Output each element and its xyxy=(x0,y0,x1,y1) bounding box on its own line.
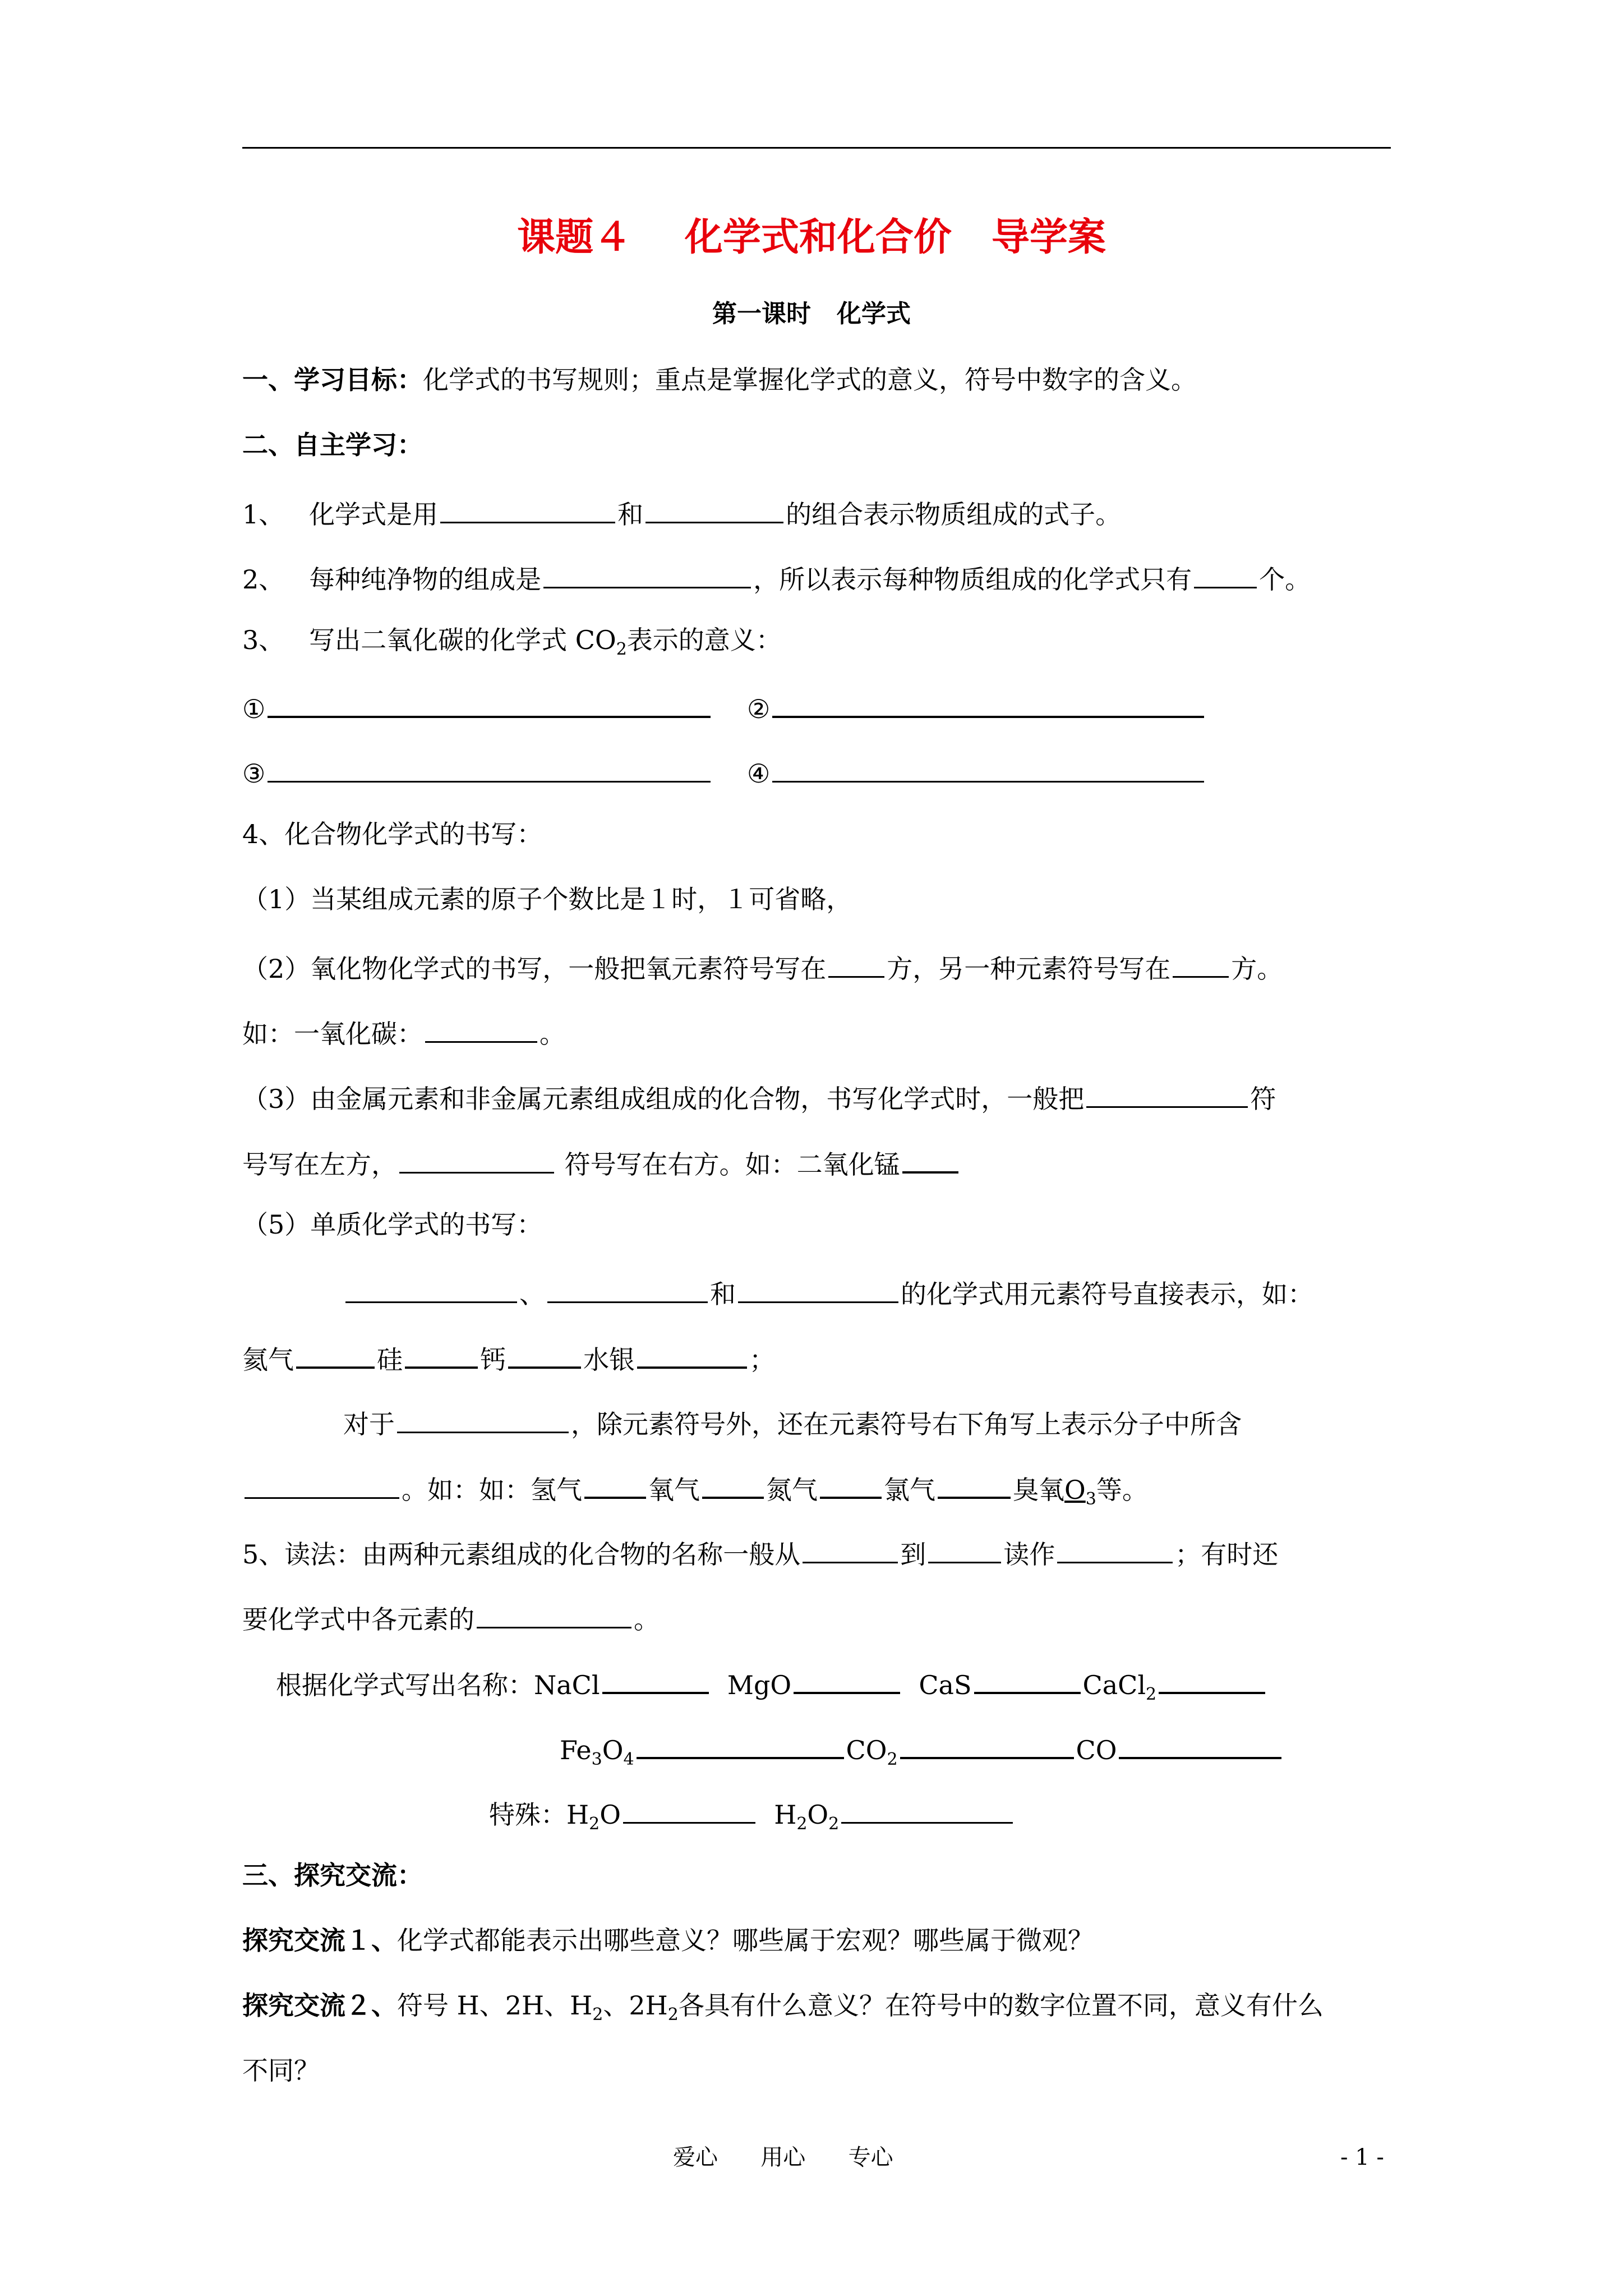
answer-blank[interactable] xyxy=(974,1667,1081,1694)
section-heading: 三、探究交流： xyxy=(242,1860,423,1890)
answer-blank[interactable] xyxy=(938,1472,1011,1499)
answer-blank[interactable] xyxy=(345,1277,517,1303)
q-text: 方。 xyxy=(1231,954,1283,984)
page-number: - 1 - xyxy=(1340,2145,1384,2170)
answer-blank[interactable] xyxy=(1194,562,1257,588)
answer-blank[interactable] xyxy=(508,1342,581,1369)
answer-blank[interactable] xyxy=(268,691,711,718)
answer-blank[interactable] xyxy=(543,562,751,588)
formula: CaS xyxy=(919,1670,972,1700)
exploration-1 xyxy=(242,1927,1094,1953)
answer-blank[interactable] xyxy=(928,1537,1001,1563)
q-text: 水银 xyxy=(583,1345,635,1375)
formula: H xyxy=(566,1800,589,1830)
answer-blank[interactable] xyxy=(477,1602,631,1628)
q-text: ，所以表示每种物质组成的化学式只有 xyxy=(753,564,1192,595)
subscript: 2 xyxy=(796,1814,808,1834)
formula: Fe xyxy=(560,1735,592,1765)
formula: O xyxy=(807,1800,829,1830)
q-text: 符 xyxy=(1250,1084,1276,1114)
question-5-continued xyxy=(242,1602,660,1635)
q-text: ，除元素符号外，还在元素符号右下角写上表示分子中所含 xyxy=(571,1409,1242,1439)
answer-blank[interactable] xyxy=(1086,1082,1248,1108)
circle-number: ④ xyxy=(747,758,771,789)
subscript: 3 xyxy=(591,1750,602,1769)
question-4-heading: 4、化合物化学式的书写： xyxy=(242,819,543,849)
rule-3-continued xyxy=(242,1147,961,1180)
question-2 xyxy=(242,562,1311,595)
question-3 xyxy=(242,625,782,659)
answer-blank[interactable] xyxy=(397,1407,569,1433)
q-text: 写出二氧化碳的化学式 CO xyxy=(309,625,616,655)
q-number: 2、 xyxy=(242,564,285,595)
formula: CO xyxy=(846,1735,887,1765)
q-text: 氯气 xyxy=(884,1475,935,1505)
q-text: 方，另一种元素符号写在 xyxy=(887,954,1171,984)
answer-blank[interactable] xyxy=(425,1016,537,1043)
q-number: 3、 xyxy=(242,625,285,655)
q-text: ；有时还 xyxy=(1175,1539,1279,1570)
formula: H xyxy=(774,1800,797,1830)
q-text: 化学式是用 xyxy=(309,499,439,530)
subscript: 2 xyxy=(616,639,627,659)
question-1 xyxy=(242,497,1122,530)
objective-text: 化学式的书写规则；重点是掌握化学式的意义，符号中数字的含义。 xyxy=(423,365,1197,395)
q-text: （2）氧化物化学式的书写，一般把氧元素符号写在 xyxy=(242,954,827,984)
q-text: 读作 xyxy=(1003,1539,1055,1570)
circle-number: ② xyxy=(747,694,771,724)
exploration-label: 探究交流２、 xyxy=(242,1990,397,2021)
q-text: 硅 xyxy=(377,1345,403,1375)
subscript: 2 xyxy=(592,2005,603,2024)
subscript: 2 xyxy=(887,1750,898,1769)
q-text: 氦气 xyxy=(242,1345,294,1375)
q-text: 各具有什么意义？在符号中的数字位置不同，意义有什么 xyxy=(678,1990,1324,2021)
q-text: 的化学式用元素符号直接表示，如： xyxy=(901,1279,1313,1309)
q-text: 钙 xyxy=(480,1345,506,1375)
answer-blank[interactable] xyxy=(245,1473,399,1499)
answer-blank[interactable] xyxy=(1173,951,1229,978)
q-text: ； xyxy=(749,1345,775,1375)
answer-blank[interactable] xyxy=(772,691,1204,718)
answer-blank[interactable] xyxy=(1119,1732,1281,1759)
answer-blank[interactable] xyxy=(440,497,615,523)
q-text: 每种纯净物的组成是 xyxy=(309,564,542,595)
learning-objective xyxy=(242,367,1197,393)
q-text: 和 xyxy=(710,1279,736,1309)
q-text: 表示的意义： xyxy=(626,625,782,655)
meaning-row-1 xyxy=(242,691,713,722)
rule-5-line-2 xyxy=(242,1342,775,1373)
meaning-row-4 xyxy=(747,756,1206,789)
subscript: 2 xyxy=(828,1814,840,1834)
circle-number: ③ xyxy=(242,758,266,789)
document-subtitle: 第一课时 化学式 xyxy=(712,300,911,328)
answer-blank[interactable] xyxy=(296,1342,375,1369)
q-text: 号写在左方， xyxy=(242,1149,397,1180)
answer-blank[interactable] xyxy=(841,1797,1013,1824)
answer-blank[interactable] xyxy=(399,1147,554,1174)
rule-5-line-1 xyxy=(343,1277,1313,1307)
circle-number: ① xyxy=(242,694,266,724)
answer-blank[interactable] xyxy=(900,1732,1074,1759)
answer-blank[interactable] xyxy=(637,1732,844,1759)
answer-blank[interactable] xyxy=(602,1667,709,1694)
rule-5: （5）单质化学式的书写： xyxy=(242,1209,543,1240)
formula-part: O xyxy=(1064,1475,1086,1505)
q-text: （3）由金属元素和非金属元素组成组成的化合物，书写化学式时，一般把 xyxy=(242,1084,1085,1114)
q-text: 、2H xyxy=(603,1990,668,2021)
answer-blank[interactable] xyxy=(738,1277,898,1303)
q-text: 等。 xyxy=(1096,1475,1148,1505)
subscript: 2 xyxy=(1146,1685,1157,1704)
answer-blank[interactable] xyxy=(828,951,884,978)
q-text: 特殊： xyxy=(489,1800,566,1830)
q-text: 、 xyxy=(519,1279,545,1309)
footer-motto: 爱心 用心 专心 xyxy=(673,2145,893,2170)
q-text: 。 xyxy=(634,1604,660,1635)
subscript: 4 xyxy=(623,1750,634,1769)
q-text: 和 xyxy=(617,499,644,530)
q-text: 的组合表示物质组成的式子。 xyxy=(786,499,1122,530)
q-text: 对于 xyxy=(343,1409,395,1439)
formula: O xyxy=(600,1800,621,1830)
exploration-label: 探究交流１、 xyxy=(242,1925,397,1955)
q-number: 1、 xyxy=(242,499,285,530)
meaning-row-2 xyxy=(747,691,1206,722)
answer-blank[interactable] xyxy=(584,1472,646,1499)
rule-5-line-3 xyxy=(343,1407,1242,1437)
rule-3 xyxy=(242,1082,1276,1112)
rule-2-example xyxy=(242,1016,565,1047)
rule-5-line-4 xyxy=(242,1472,1148,1509)
q-text: 化学式都能表示出哪些意义？哪些属于宏观？哪些属于微观？ xyxy=(397,1925,1094,1955)
q-text: 氧气 xyxy=(648,1475,700,1505)
q-text: 氮气 xyxy=(766,1475,818,1505)
document-title: 课题４ 化学式和化合价 导学案 xyxy=(517,215,1106,260)
meaning-row-3 xyxy=(242,756,713,789)
naming-row-2 xyxy=(560,1732,1284,1769)
rule-1: （1）当某组成元素的原子个数比是１时，１可省略， xyxy=(242,884,852,914)
q-text: 要化学式中各元素的 xyxy=(242,1604,474,1635)
answer-blank[interactable] xyxy=(820,1472,882,1499)
formula: CaCl xyxy=(1082,1670,1146,1700)
question-5 xyxy=(242,1537,1279,1570)
q-text: 。 xyxy=(540,1019,565,1049)
q-text: 到 xyxy=(900,1539,926,1570)
q-text: 符号 H、2H、H xyxy=(397,1990,593,2021)
objective-label: 一、学习目标： xyxy=(242,365,423,395)
answer-blank[interactable] xyxy=(405,1342,478,1369)
rule-2 xyxy=(242,951,1283,982)
q-text: 根据化学式写出名称： xyxy=(276,1670,534,1700)
q-text: 臭氧 xyxy=(1013,1475,1064,1505)
naming-row-1 xyxy=(276,1667,1267,1704)
formula: NaCl xyxy=(534,1670,600,1700)
formula: CO xyxy=(1076,1735,1117,1765)
answer-blank[interactable] xyxy=(902,1147,958,1174)
exploration-2 xyxy=(242,1990,1324,2024)
formula: MgO xyxy=(727,1670,792,1700)
subscript: 2 xyxy=(589,1814,600,1834)
subscript: 2 xyxy=(667,2005,679,2024)
section-heading: 二、自主学习： xyxy=(242,430,423,460)
answer-blank[interactable] xyxy=(637,1342,747,1369)
header-rule xyxy=(242,147,1391,149)
answer-blank[interactable] xyxy=(772,756,1204,783)
exploration-2-continued: 不同？ xyxy=(242,2055,320,2086)
answer-blank[interactable] xyxy=(547,1277,708,1303)
q-text: 。如：如：氢气 xyxy=(402,1475,582,1505)
answer-blank[interactable] xyxy=(645,497,783,523)
q-text: 如：一氧化碳： xyxy=(242,1019,423,1049)
answer-blank[interactable] xyxy=(1159,1667,1265,1694)
answer-blank[interactable] xyxy=(794,1667,900,1694)
answer-blank[interactable] xyxy=(268,756,711,783)
q-text: 符号写在右方。如：二氧化锰 xyxy=(556,1149,900,1180)
q-text: 5、读法：由两种元素组成的化合物的名称一般从 xyxy=(242,1539,801,1570)
formula: O xyxy=(602,1735,624,1765)
answer-blank[interactable] xyxy=(702,1472,764,1499)
q-text: 个。 xyxy=(1259,564,1311,595)
ozone-formula xyxy=(1064,1475,1096,1509)
answer-blank[interactable] xyxy=(803,1537,898,1563)
answer-blank[interactable] xyxy=(1057,1537,1173,1563)
naming-row-special xyxy=(489,1797,1015,1834)
subscript: 3 xyxy=(1085,1489,1096,1509)
answer-blank[interactable] xyxy=(623,1797,755,1824)
